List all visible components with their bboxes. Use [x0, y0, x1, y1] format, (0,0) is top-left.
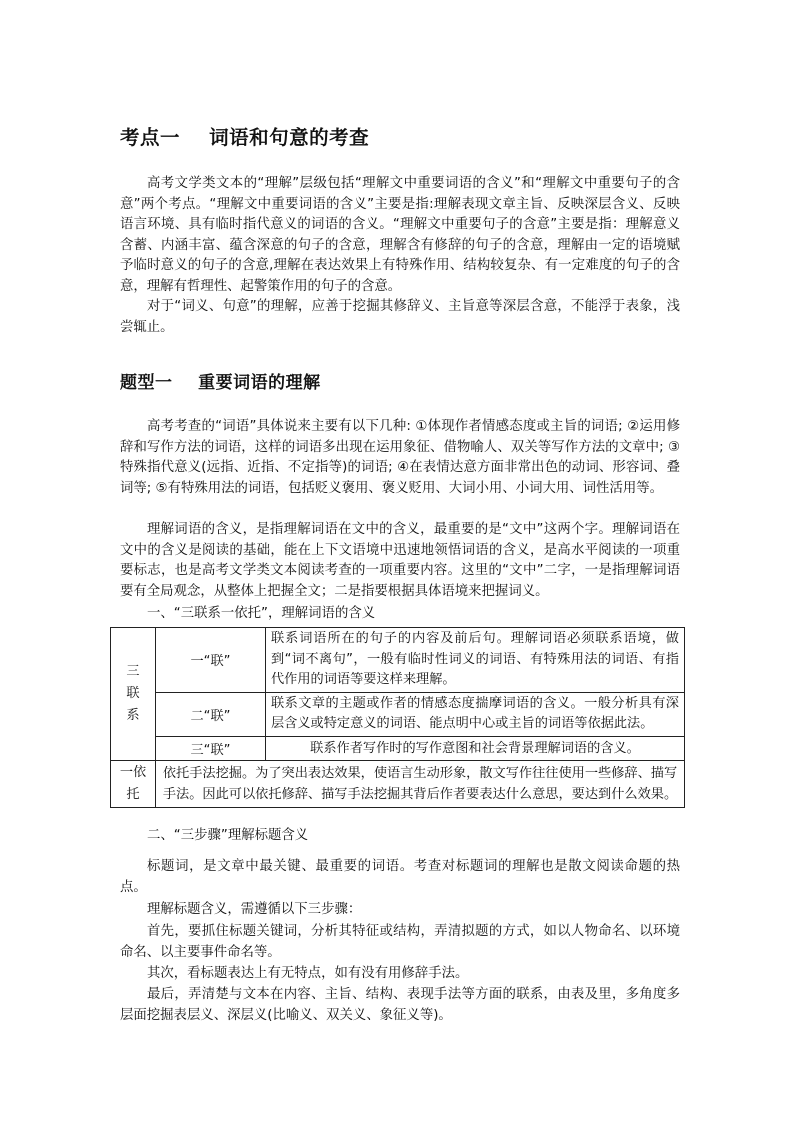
row-text-3: 联系作者写作时的写作意图和社会背景理解词语的含义。 — [266, 736, 685, 760]
section-paragraph-1: 高考考查的“词语”具体说来主要有以下几种: ①体现作者情感态度或主旨的词语; ②运用修辞和写作方法的词语，这样的词语多出现在运用象征、借物喻人、双关等写作方法的文章中; ③特殊指代意义(远指、近指、不定指等)的词语; ④在表情达意方面非常出色的动词、形容词、叠词等; ⑤有特殊用法的词语，包括贬义褒用、褒义贬用、大词小用、小词大用、词性活用等。 — [120, 419, 680, 496]
method-table — [110, 627, 685, 808]
part2-paragraph-4: 其次，看标题表达上有无特点，如有没有用修辞手法。 — [147, 966, 469, 981]
section-heading-1: 考点一 词语和句意的考查 — [120, 126, 370, 149]
table-row — [111, 692, 685, 736]
table-row — [111, 628, 685, 693]
row-label-1: 一“联” — [156, 628, 266, 693]
row-label-2: 二“联” — [156, 692, 266, 736]
part2-paragraph-1: 标题词，是文章中最关键、最重要的词语。考查对标题词的理解也是散文阅读命题的热点。 — [120, 859, 680, 895]
group-cell-1: 三 联 系 — [111, 628, 156, 761]
row-text-4: 依托手法挖掘。为了突出表达效果，使语言生动形象，散文写作往往使用一些修辞、描写手法。因此可以依托修辞、描写手法挖掘其背后作者要表达什么意思，要达到什么效果。 — [156, 760, 685, 807]
part2-paragraph-5: 最后，弄清楚与文本在内容、主旨、结构、表现手法等方面的联系，由表及里，多角度多层面挖掘表层义、深层义(比喻义、双关义、象征义等)。 — [120, 987, 680, 1023]
subheading-2: 二、“三步骤”理解标题含义 — [147, 828, 309, 843]
row-label-3: 三“联” — [156, 736, 266, 760]
intro-paragraph-2: 对于“词义、句意”的理解，应善于挖掘其修辞义、主旨意等深层含意，不能浮于表象，浅尝辄止。 — [120, 299, 680, 335]
section-heading-2: 题型一 重要词语的理解 — [120, 373, 321, 393]
group-cell-2: 一依 托 — [111, 760, 156, 807]
table-row — [111, 760, 685, 807]
part2-paragraph-2: 理解标题含义，需遵循以下三步骤： — [147, 902, 362, 917]
row-text-1: 联系词语所在的句子的内容及前后句。理解词语必须联系语境，做到“词不离句”，一般有临时性词义的词语、有特殊用法的词语、有指代作用的词语等要这样来理解。 — [266, 628, 685, 693]
table-row — [111, 736, 685, 760]
intro-paragraph-1: 高考文学类文本的“理解”层级包括“理解文中重要词语的含义”和“理解文中重要句子的含意”两个考点。“理解文中重要词语的含义”主要是指:理解表现文章主旨、反映深层含义、反映语言环境、具有临时指代意义的词语的含义。“理解文中重要句子的含意”主要是指：理解意义含蓄、内涵丰富、蕴含深意的句子的含意，理解含有修辞的句子的含意，理解由一定的语境赋予临时意义的句子的含意,理解在表达效果上有特殊作用、结构较复杂、有一定难度的句子的含意，理解有哲理性、起警策作用的句子的含意。 — [120, 176, 680, 294]
row-text-2: 联系文章的主题或作者的情感态度揣摩词语的含义。一般分析具有深层含义或特定意义的词语、能点明中心或主旨的词语等依据此法。 — [266, 692, 685, 736]
part2-paragraph-3: 首先，要抓住标题关键词，分析其特征或结构，弄清拟题的方式，如以人物命名、以环境命名、以主要事件命名等。 — [120, 924, 680, 960]
section-paragraph-2: 理解词语的含义，是指理解词语在文中的含义，最重要的是“文中”这两个字。理解词语在文中的含义是阅读的基础，能在上下文语境中迅速地领悟词语的含义，是高水平阅读的一项重要标志，也是高考文学类文本阅读考查的一项重要内容。这里的“文中”二字，一是指理解词语要有全局观念，从整体上把握全文；二是指要根据具体语境来把握词义。 — [120, 522, 680, 599]
subheading-1: 一、“三联系一依托”，理解词语的含义 — [147, 606, 376, 621]
